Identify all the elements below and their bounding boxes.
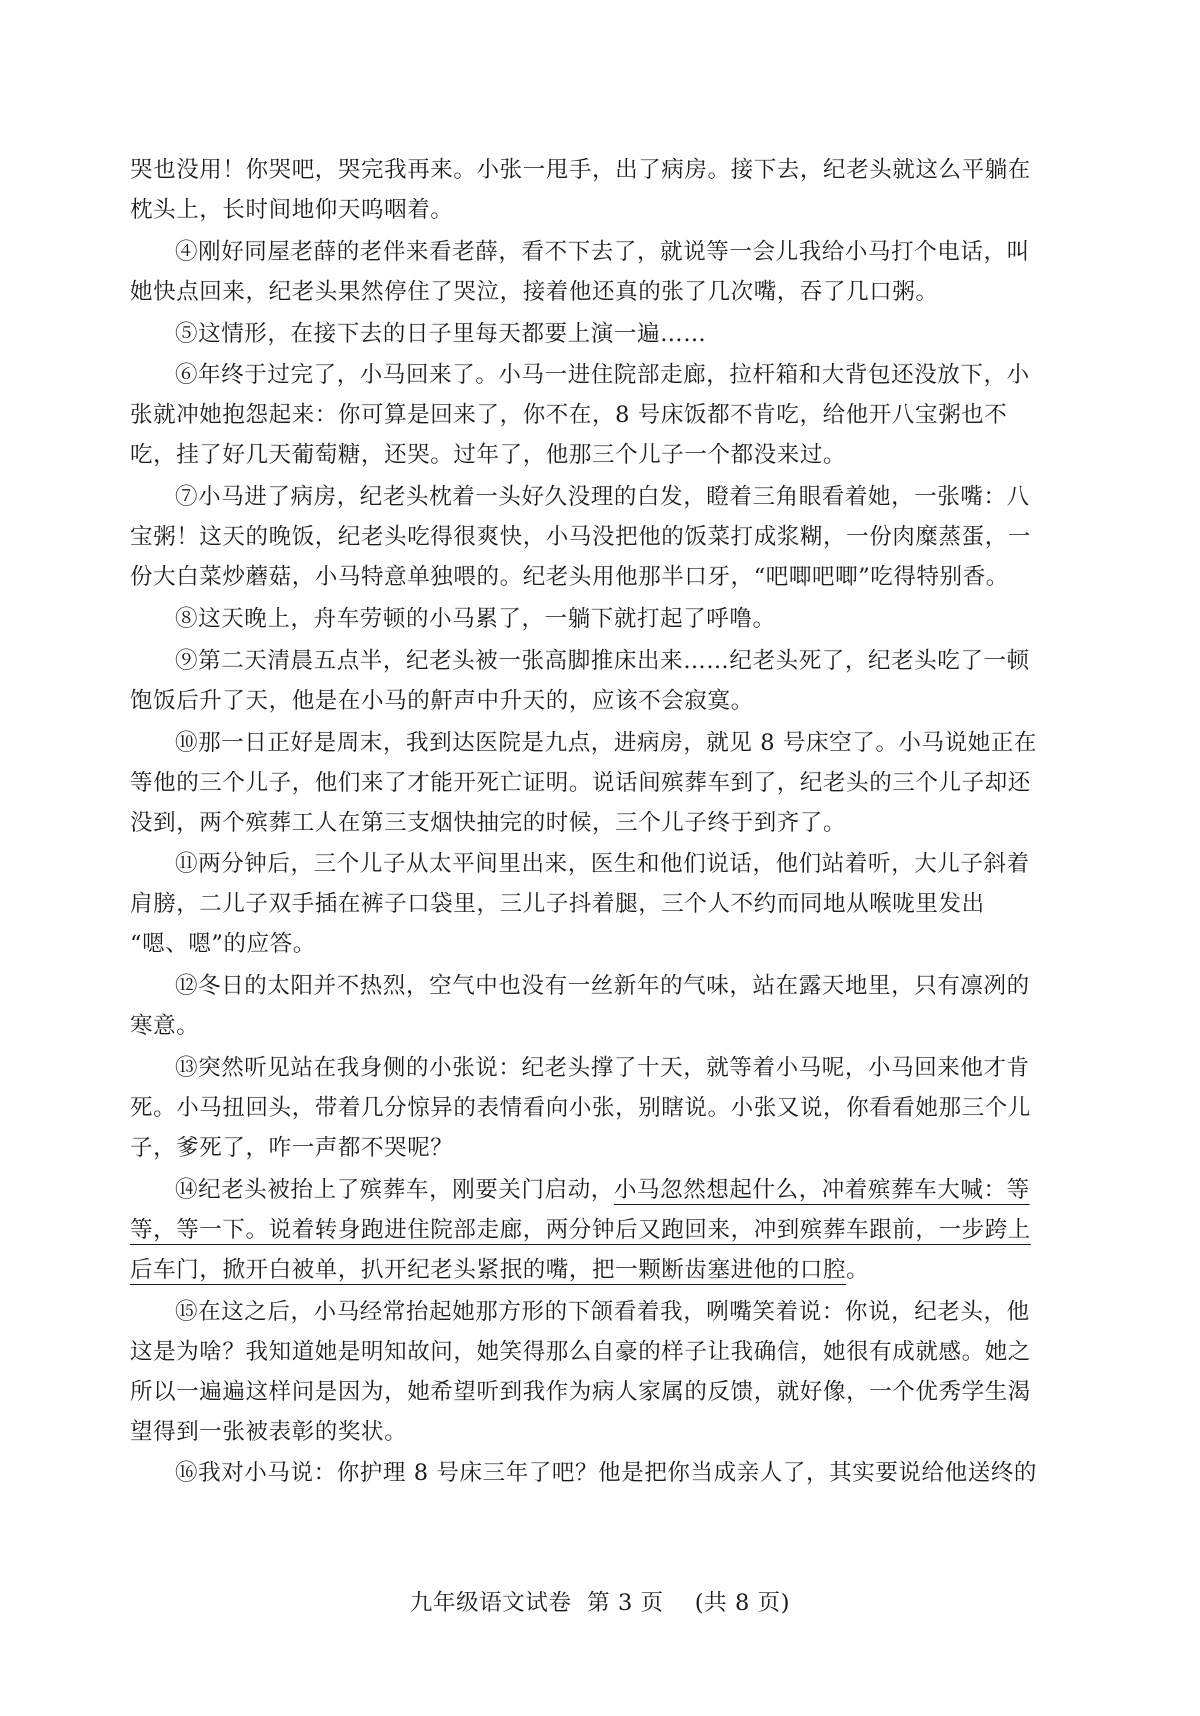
- text-line: 宝粥！这天的晚饭，纪老头吃得很爽快，小马没把他的饭菜打成浆糊，一份肉糜蒸蛋，一: [130, 524, 1031, 551]
- page-footer: 九年级语文试卷 第 3 页 (共 8 页): [409, 1590, 791, 1616]
- text-line: ⑧这天晚上，舟车劳顿的小马累了，一躺下就打起了呼噜。: [175, 605, 776, 632]
- text-line: ⑬突然听见站在我身侧的小张说：纪老头撑了十天，就等着小马呢，小马回来他才肯: [175, 1054, 1030, 1081]
- paragraph-11: [130, 844, 1070, 964]
- text-line: ⑯我对小马说：你护理 8 号床三年了吧？他是把你当成亲人了，其实要说给他送终的: [175, 1460, 1038, 1487]
- text-line: 张就冲她抱怨起来：你可算是回来了，你不在，8 号床饭都不肯吃，给他开八宝粥也不: [130, 402, 1008, 429]
- text-line: ⑩那一日正好是周末，我到达医院是九点，进病房，就见 8 号床空了。小马说她正在: [175, 729, 1038, 756]
- text-line: 哭也没用！你哭吧，哭完我再来。小张一甩手，出了病房。接下去，纪老头就这么平躺在: [130, 157, 1031, 183]
- text-line: 望得到一张被表彰的奖状。: [130, 1418, 408, 1445]
- text-segment: 。: [846, 1256, 870, 1283]
- paragraph-9: [130, 641, 1070, 721]
- text-line: ⑨第二天清晨五点半，纪老头被一张高脚推床出来……纪老头死了，纪老头吃了一顿: [175, 647, 1030, 674]
- text-line: 寒意。: [130, 1013, 200, 1040]
- text-line: 所以一遍遍这样问是因为，她希望听到我作为病人家属的反馈，就好像，一个优秀学生渴: [130, 1378, 1031, 1405]
- text-line: ⑦小马进了病房，纪老头枕着一头好久没理的白发，瞪着三角眼看着她，一张嘴：八: [175, 484, 1030, 511]
- text-line: ⑫冬日的太阳并不热烈，空气中也没有一丝新年的气味，站在露天地里，只有凛冽的: [175, 973, 1030, 1000]
- text-line: 等他的三个儿子，他们来了才能开死亡证明。说话间殡葬车到了，纪老头的三个儿子却还: [130, 769, 1031, 796]
- text-line: 子，爹死了，咋一声都不哭呢？: [130, 1134, 454, 1161]
- paragraph-6: [130, 355, 1070, 475]
- text-line: ⑮在这之后，小马经常抬起她那方形的下颌看着我，咧嘴笑着说：你说，纪老头，他: [175, 1298, 1030, 1325]
- paragraph-7: [130, 477, 1070, 597]
- text-line: “嗯、嗯”的应答。: [130, 931, 316, 958]
- text-line: [130, 1250, 1070, 1290]
- text-line: ④刚好同屋老薛的老伴来看老薛，看不下去了，就说等一会儿我给小马打个电话，叫: [175, 238, 1030, 265]
- underlined-passage: 小马忽然想起什么，冲着殡葬车大喊：等: [613, 1176, 1030, 1203]
- text-segment: ⑭纪老头被抬上了殡葬车，刚要关门启动，: [175, 1176, 614, 1203]
- paragraph-13: [130, 1048, 1070, 1168]
- text-line: 肩膀，二儿子双手插在裤子口袋里，三儿子抖着腿，三个人不约而同地从喉咙里发出: [130, 891, 985, 918]
- text-line: 死。小马扭回头，带着几分惊异的表情看向小张，别瞎说。小张又说，你看看她那三个儿: [130, 1094, 1031, 1121]
- paragraph-continued: [130, 150, 1070, 230]
- passage-text: [130, 150, 1070, 1493]
- paragraph-14: [130, 1170, 1070, 1290]
- text-line: 枕头上，长时间地仰天呜咽着。: [130, 197, 454, 223]
- text-line: 她快点回来，纪老头果然停住了哭泣，接着他还真的张了几次嘴，吞了几口粥。: [130, 278, 939, 305]
- text-line: ⑥年终于过完了，小马回来了。小马一进住院部走廊，拉杆箱和大背包还没放下，小: [175, 362, 1030, 389]
- paragraph-12: [130, 966, 1070, 1046]
- text-line: ⑪两分钟后，三个儿子从太平间里出来，医生和他们说话，他们站着听，大儿子斜着: [175, 851, 1030, 878]
- underlined-passage: 等，等一下。说着转身跑进住院部走廊，两分钟后又跑回来，冲到殡葬车跟前，一步跨上: [130, 1216, 1031, 1243]
- underlined-passage: 后车门，掀开白被单，扒开纪老头紧抿的嘴，把一颗断齿塞进他的口腔: [130, 1256, 847, 1283]
- text-line: 这是为啥？我知道她是明知故问，她笑得那么自豪的样子让我确信，她很有成就感。她之: [130, 1338, 1031, 1365]
- text-line: 份大白菜炒蘑菇，小马特意单独喂的。纪老头用他那半口牙，“吧唧吧唧”吃得特别香。: [130, 564, 1009, 591]
- text-line: [130, 1170, 1070, 1210]
- text-line: ⑤这情形，在接下去的日子里每天都要上演一遍……: [175, 320, 707, 347]
- paragraph-5: [130, 314, 1070, 354]
- paragraph-15: [130, 1292, 1070, 1452]
- text-line: 吃，挂了好几天葡萄糖，还哭。过年了，他那三个儿子一个都没来过。: [130, 442, 847, 469]
- text-line: 没到，两个殡葬工人在第三支烟快抽完的时候，三个儿子终于到齐了。: [130, 809, 847, 836]
- paragraph-10: [130, 723, 1070, 843]
- paragraph-8: [130, 599, 1070, 639]
- paragraph-16: [130, 1453, 1070, 1493]
- text-line: 饱饭后升了天，他是在小马的鼾声中升天的，应该不会寂寞。: [130, 687, 754, 714]
- paragraph-4: [130, 232, 1070, 312]
